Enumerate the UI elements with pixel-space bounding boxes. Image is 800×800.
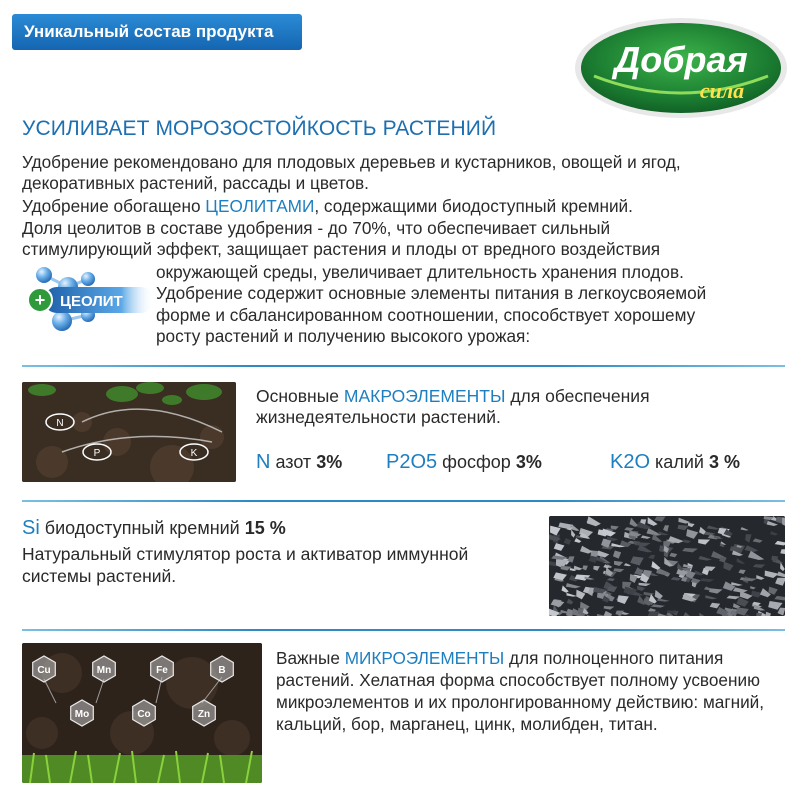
section-divider — [22, 500, 785, 502]
zeolite-highlight: ЦЕОЛИТАМИ — [205, 196, 315, 216]
molecule-atom — [52, 311, 72, 331]
intro-line-7: Удобрение содержит основные элементы питания в легкоусвояемой — [156, 283, 707, 303]
macro-name: фосфор — [437, 452, 516, 472]
silicon-title — [22, 517, 286, 540]
element-label-b: B — [218, 665, 226, 676]
macro-value: 3% — [316, 452, 343, 472]
silicon-name: биодоступный кремний — [39, 518, 245, 538]
silicon-line-3: системы растений. — [22, 566, 177, 586]
micro-line-4: кальций, бор, марганец, цинк, молибден, титан. — [276, 714, 658, 734]
intro-line-8: форме и сбалансированном соотношении, способствует хорошему — [156, 305, 696, 325]
element-label-mo: Mo — [74, 709, 90, 720]
banner-title: Уникальный состав продукта — [24, 22, 274, 41]
macro-name: калий — [650, 452, 709, 472]
macro-line-2: жизнедеятельности растений. — [256, 407, 501, 427]
logo-word-1: Добрая — [614, 39, 748, 80]
element-label-mn: Mn — [96, 665, 112, 676]
section-divider — [22, 629, 785, 631]
macro-post: для обеспечения — [505, 386, 650, 406]
page-heading: УСИЛИВАЕТ МОРОЗОСТОЙКОСТЬ РАСТЕНИЙ — [22, 117, 497, 140]
macro-symbol: K2O — [610, 451, 651, 473]
plus-glyph: + — [34, 290, 46, 310]
macro-highlight: МАКРОЭЛЕМЕНТЫ — [343, 386, 506, 406]
silicon-symbol: Si — [22, 517, 40, 539]
intro-line-6: окружающей среды, увеличивает длительность хранения плодов. — [156, 262, 684, 282]
intro-line-9: росту растений и получению высокого урожая: — [156, 326, 531, 346]
soil-microelements-photo — [22, 643, 262, 783]
section-banner — [12, 14, 302, 50]
macro-item-k — [610, 451, 740, 474]
macro-value: 3% — [515, 452, 542, 472]
npk-label-k: K — [190, 448, 198, 459]
macro-line-1 — [256, 386, 650, 407]
npk-label-p: P — [93, 448, 101, 459]
silicon-value: 15 % — [244, 518, 286, 538]
intro-line-3-post: , содержащими биодоступный кремний. — [314, 196, 633, 216]
intro-line-2: декоративных растений, рассады и цветов. — [22, 173, 369, 193]
element-label-fe: Fe — [156, 665, 168, 676]
macro-name: азот — [270, 452, 317, 472]
micro-pre: Важные — [276, 648, 345, 668]
zeolite-rocks-photo — [549, 516, 785, 616]
soil-npk-photo — [22, 382, 236, 482]
micro-post: для полноценного питания — [504, 648, 724, 668]
logo-word-2: сила — [699, 78, 745, 103]
zeolite-badge — [22, 265, 154, 340]
element-label-cu: Cu — [37, 665, 51, 676]
zeolite-label: ЦЕОЛИТ — [60, 293, 123, 310]
macro-value: 3 % — [708, 452, 740, 472]
element-label-zn: Zn — [197, 709, 211, 720]
intro-line-3-pre: Удобрение обогащено — [22, 196, 206, 216]
element-label-co: Co — [137, 709, 151, 720]
molecule-atom — [36, 267, 52, 283]
intro-line-1: Удобрение рекомендовано для плодовых деревьев и кустарников, овощей и ягод, — [22, 152, 681, 172]
macro-item-n — [256, 451, 342, 474]
intro-line-4: Доля цеолитов в составе удобрения - до 70%, что обеспечивает сильный — [22, 218, 611, 238]
micro-line-2: растений. Хелатная форма способствует полному усвоению — [276, 670, 760, 690]
macro-pre: Основные — [256, 386, 344, 406]
micro-line-1 — [276, 648, 723, 669]
molecule-atom — [81, 272, 95, 286]
silicon-line-2: Натуральный стимулятор роста и активатор иммунной — [22, 544, 469, 564]
macro-symbol: N — [256, 451, 271, 473]
intro-line-5: стимулирующий эффект, защищает растения и плоды от вредного воздействия — [22, 239, 661, 259]
section-divider — [22, 365, 785, 367]
macro-symbol: P2O5 — [386, 451, 438, 473]
brand-logo — [572, 14, 790, 122]
rock-chip — [756, 613, 762, 616]
npk-label-n: N — [56, 418, 64, 429]
micro-line-3: микроэлементов и их пролонгированному действию: магний, — [276, 692, 765, 712]
micro-highlight: МИКРОЭЛЕМЕНТЫ — [344, 648, 505, 668]
intro-line-3 — [22, 196, 633, 217]
macro-item-p — [386, 451, 542, 474]
